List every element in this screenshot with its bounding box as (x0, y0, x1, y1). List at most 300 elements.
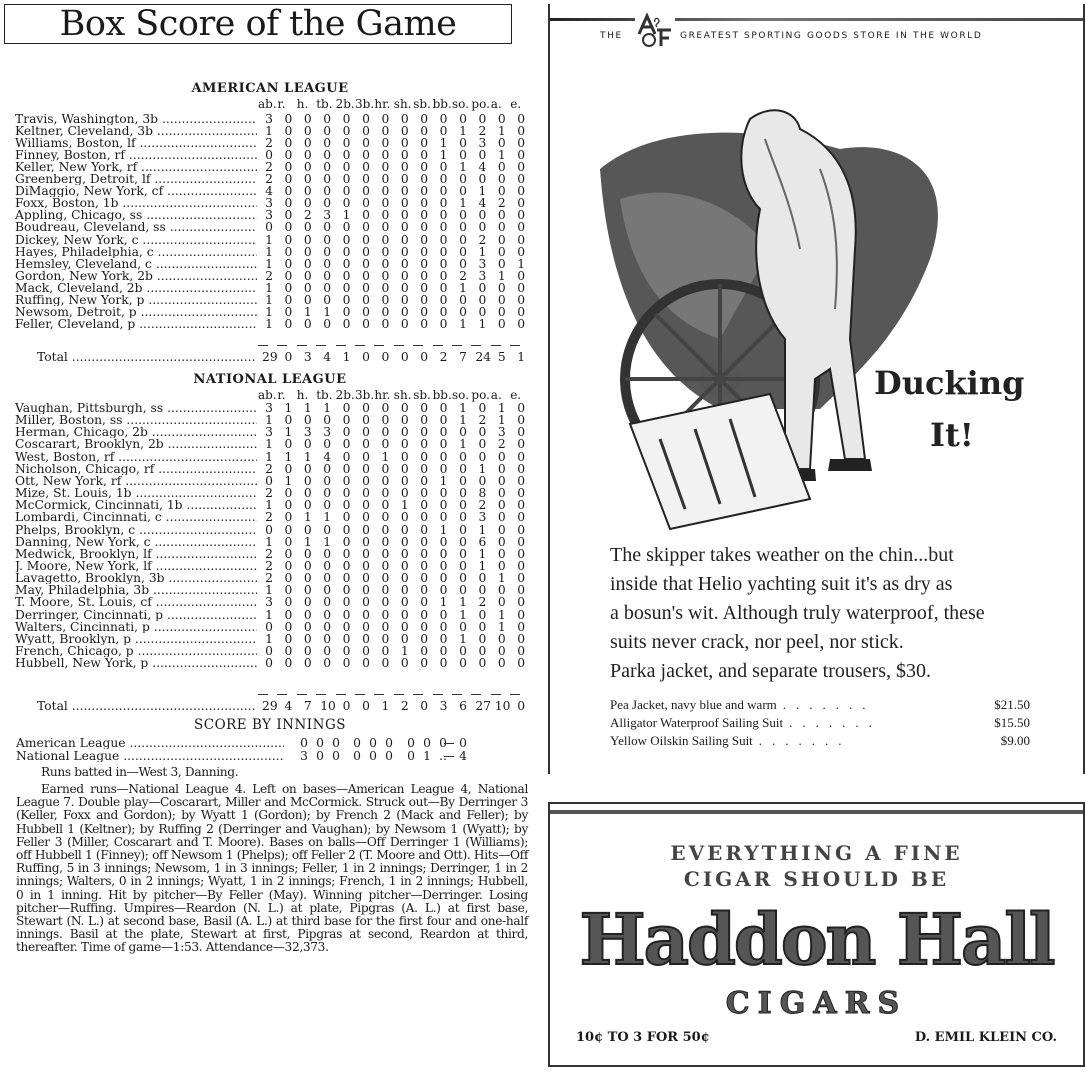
stat-2b: 0 (342, 268, 351, 283)
stat-bb: 0 (439, 160, 448, 175)
stat-e: 0 (517, 268, 526, 283)
stat-2b: 0 (342, 160, 351, 175)
total-label: Total ..... (37, 700, 255, 712)
stat-r: 0 (284, 498, 293, 513)
stat-r: 0 (284, 510, 293, 525)
stat-r: 0 (284, 304, 293, 319)
stat-tb: 0 (323, 244, 332, 259)
stat-ab: 1 (265, 244, 273, 259)
stat-r: 0 (284, 124, 293, 139)
total-rule (316, 694, 326, 696)
stat-sb: 0 (420, 112, 429, 126)
stat-e: 0 (517, 571, 526, 586)
stat-tb: 0 (323, 583, 332, 598)
total-rule (374, 345, 384, 347)
stat-e: 0 (517, 595, 526, 610)
stat-e: 0 (517, 522, 526, 537)
stat-a: 0 (497, 486, 506, 501)
stat-so: 1 (459, 437, 467, 452)
stat-so: 0 (459, 534, 467, 549)
stat-2b: 0 (342, 522, 351, 537)
stat-tb: 4 (323, 350, 332, 364)
stat-a: 0 (497, 522, 506, 537)
total-rule (471, 694, 481, 696)
stat-po: 0 (478, 437, 487, 452)
stat-tb: 0 (323, 184, 332, 199)
stat-a: 0 (497, 510, 506, 525)
inning-score: 3 (300, 749, 308, 763)
player-name: Greenberg, Detroit, lf ..... (15, 173, 257, 185)
stat-a: 0 (497, 184, 506, 199)
stat-ab: 1 (265, 316, 273, 331)
stat-r: 0 (284, 631, 293, 646)
stat-sh: 0 (400, 571, 409, 586)
stat-a: 1 (497, 268, 506, 283)
stat-po: 1 (478, 316, 487, 331)
american-column-headers (0, 97, 540, 110)
stat-e: 0 (517, 699, 526, 713)
price-list (610, 696, 1030, 750)
stat-tb: 0 (323, 256, 332, 271)
stat-2b: 0 (342, 256, 351, 271)
stat-2b: 0 (342, 558, 351, 573)
national-column-headers (0, 388, 540, 401)
stat-ab: 29 (262, 699, 278, 713)
stat-a: 0 (497, 292, 506, 307)
stat-so: 0 (459, 486, 467, 501)
stat-bb: 1 (439, 522, 448, 537)
stat-so: 1 (459, 124, 467, 139)
stat-ab: 1 (265, 583, 273, 598)
stat-tb: 0 (323, 316, 332, 331)
stat-bb: 0 (439, 486, 448, 501)
stat-3b: 0 (362, 160, 370, 175)
column-header: 2b. (335, 97, 355, 111)
stat-sh: 0 (400, 184, 409, 199)
stat-3b: 0 (362, 350, 370, 364)
stat-h: 0 (303, 571, 312, 586)
stat-sb: 0 (420, 558, 429, 573)
stat-sh: 0 (400, 136, 409, 151)
stat-ab: 1 (265, 292, 273, 307)
stat-2b: 0 (342, 534, 351, 549)
stat-3b: 0 (362, 498, 370, 513)
stat-3b: 0 (362, 184, 370, 199)
stat-hr: 0 (381, 437, 390, 452)
stat-a: 1 (497, 571, 506, 586)
total-rule (336, 345, 346, 347)
stat-sh: 0 (400, 316, 409, 331)
stat-3b: 0 (362, 220, 370, 235)
stat-tb: 0 (323, 486, 332, 501)
stat-ab: 1 (265, 631, 273, 646)
stat-3b: 0 (362, 486, 370, 501)
stat-sh: 0 (400, 172, 409, 187)
stat-2b: 0 (342, 699, 351, 713)
stat-ab: 0 (265, 473, 273, 488)
stat-so: 0 (459, 172, 467, 187)
stat-po: 0 (478, 449, 487, 464)
stat-a: 0 (497, 256, 506, 271)
stat-sb: 0 (420, 607, 429, 622)
inning-score: 0 (407, 736, 415, 750)
stat-so: 2 (459, 268, 467, 283)
stat-tb: 0 (323, 124, 332, 139)
stat-ab: 2 (265, 461, 273, 476)
stat-2b: 0 (342, 280, 351, 295)
stat-po: 3 (478, 136, 487, 151)
american-league-heading: AMERICAN LEAGUE (191, 81, 349, 96)
stat-3b: 0 (362, 112, 370, 126)
stat-2b: 0 (342, 316, 351, 331)
stat-bb: 0 (439, 401, 448, 415)
stat-3b: 0 (362, 292, 370, 307)
stat-tb: 0 (323, 232, 332, 247)
stat-sh: 0 (400, 112, 409, 126)
stat-hr: 0 (381, 184, 390, 199)
stat-sb: 0 (420, 256, 429, 271)
stat-sb: 0 (420, 473, 429, 488)
stat-sb: 0 (420, 280, 429, 295)
stat-hr: 0 (381, 292, 390, 307)
stat-a: 1 (497, 607, 506, 622)
stat-sh: 0 (400, 558, 409, 573)
stat-e: 0 (517, 437, 526, 452)
stat-so: 0 (459, 583, 467, 598)
stat-sb: 0 (420, 160, 429, 175)
stat-a: 0 (497, 304, 506, 319)
stat-r: 0 (284, 292, 293, 307)
stat-sb: 0 (420, 546, 429, 561)
stat-po: 0 (478, 571, 487, 586)
stat-3b: 0 (362, 558, 370, 573)
stat-bb: 0 (439, 268, 448, 283)
stat-r: 1 (284, 425, 293, 440)
stat-so: 0 (459, 256, 467, 271)
item-name: Pea Jacket, navy blue and warm (610, 697, 777, 712)
stat-r: 0 (284, 232, 293, 247)
stat-hr: 0 (381, 595, 390, 610)
stat-bb: 0 (439, 316, 448, 331)
stat-sh: 0 (400, 256, 409, 271)
player-name: Newsom, Detroit, p ..... (15, 306, 257, 318)
stat-e: 0 (517, 631, 526, 646)
stat-sh: 0 (400, 148, 409, 163)
stat-tb: 0 (323, 546, 332, 561)
total-rule (336, 694, 346, 696)
stat-h: 0 (303, 595, 312, 610)
stat-tb: 1 (323, 304, 332, 319)
stat-sh: 0 (400, 619, 409, 634)
stat-h: 0 (303, 244, 312, 259)
stat-po: 1 (478, 461, 487, 476)
stat-a: 10 (494, 699, 511, 713)
stat-ab: 3 (265, 425, 273, 440)
stat-2b: 0 (342, 437, 351, 452)
player-name: Ruffing, New York, p ..... (15, 294, 257, 306)
total-rule (258, 345, 268, 347)
stat-bb: 0 (439, 631, 448, 646)
player-name: Feller, Cleveland, p ..... (15, 318, 257, 330)
column-header: hr. (374, 388, 391, 402)
stat-bb: 0 (439, 510, 448, 525)
stat-sh: 0 (400, 220, 409, 235)
player-name: French, Chicago, p ..... (15, 645, 257, 657)
cigar-company: D. EMIL KLEIN CO. (914, 1030, 1057, 1045)
player-name: Medwick, Brooklyn, lf ..... (15, 548, 257, 560)
stat-so: 0 (459, 571, 467, 586)
stat-e: 0 (517, 473, 526, 488)
stat-2b: 0 (342, 546, 351, 561)
player-name: Coscarart, Brooklyn, 2b ..... (15, 438, 257, 450)
stat-so: 7 (459, 350, 467, 364)
player-name: Nicholson, Chicago, rf ..... (15, 463, 257, 475)
stat-sh: 0 (400, 208, 409, 223)
total-rule (355, 694, 365, 696)
inning-score: 0 (423, 736, 431, 750)
stat-a: 0 (497, 631, 506, 646)
stat-2b: 0 (342, 401, 351, 415)
stat-a: 0 (497, 449, 506, 464)
stat-3b: 0 (362, 244, 370, 259)
stat-sh: 0 (400, 534, 409, 549)
stat-3b: 0 (362, 656, 370, 671)
stat-h: 0 (303, 172, 312, 187)
stat-sh: 0 (400, 268, 409, 283)
item-price: $15.50 (994, 715, 1030, 730)
item-name: Alligator Waterproof Sailing Suit (610, 715, 784, 730)
item-price: $9.00 (1000, 733, 1030, 748)
stat-so: 0 (459, 473, 467, 488)
stat-r: 0 (284, 172, 293, 187)
stat-r: 0 (284, 184, 293, 199)
stat-h: 0 (303, 644, 312, 658)
stat-bb: 0 (439, 124, 448, 139)
stat-h: 0 (303, 316, 312, 331)
column-header: ab. (258, 388, 277, 402)
stat-h: 1 (303, 304, 312, 319)
stat-2b: 0 (342, 571, 351, 586)
headline-ducking: Ducking (874, 364, 1025, 402)
player-name: Danning, New York, c ..... (15, 536, 257, 548)
stat-h: 0 (303, 220, 312, 235)
stat-tb: 0 (323, 522, 332, 537)
stat-tb: 0 (323, 112, 332, 126)
stat-hr: 0 (381, 268, 390, 283)
stat-2b: 0 (342, 461, 351, 476)
item-price: $21.50 (994, 697, 1030, 712)
final-score: 4 (459, 749, 467, 763)
stat-r: 0 (284, 280, 293, 295)
stat-sh: 0 (400, 473, 409, 488)
column-header: po. (471, 97, 490, 111)
player-name: Keller, New York, rf ..... (15, 161, 257, 173)
stat-so: 0 (459, 112, 467, 126)
stat-e: 0 (517, 160, 526, 175)
total-rule (452, 694, 462, 696)
stat-so: 0 (459, 449, 467, 464)
stat-bb: 0 (439, 280, 448, 295)
stat-sb: 0 (420, 292, 429, 307)
stat-3b: 0 (362, 316, 370, 331)
total-rule (277, 694, 287, 696)
stat-e: 0 (517, 148, 526, 163)
player-name: J. Moore, New York, lf ..... (15, 560, 257, 572)
stat-so: 0 (459, 136, 467, 151)
stat-ab: 0 (265, 522, 273, 537)
stat-po: 2 (478, 595, 487, 610)
stat-3b: 0 (362, 196, 370, 211)
stat-so: 1 (459, 160, 467, 175)
stat-hr: 0 (381, 583, 390, 598)
stat-sb: 0 (420, 619, 429, 634)
stat-a: 1 (497, 148, 506, 163)
stat-po: 0 (478, 656, 487, 671)
stat-sh: 0 (400, 350, 409, 364)
stat-tb: 0 (323, 644, 332, 658)
stat-bb: 0 (439, 232, 448, 247)
stat-2b: 1 (342, 350, 351, 364)
stat-sh: 0 (400, 449, 409, 464)
stat-hr: 0 (381, 148, 390, 163)
page-title: Box Score of the Game (4, 4, 512, 44)
stat-2b: 0 (342, 184, 351, 199)
stat-2b: 0 (342, 136, 351, 151)
stat-bb: 0 (439, 244, 448, 259)
stat-e: 0 (517, 244, 526, 259)
stat-so: 0 (459, 510, 467, 525)
stat-so: 0 (459, 558, 467, 573)
stat-ab: 2 (265, 558, 273, 573)
stat-po: 1 (478, 558, 487, 573)
stat-so: 0 (459, 498, 467, 513)
stat-3b: 0 (362, 595, 370, 610)
stat-sb: 0 (420, 461, 429, 476)
stat-po: 2 (478, 232, 487, 247)
stat-sh: 0 (400, 656, 409, 671)
stat-2b: 0 (342, 413, 351, 428)
stat-po: 3 (478, 510, 487, 525)
ad-copy-line: inside that Helio yachting suit it's as dry as (610, 573, 953, 595)
stat-hr: 0 (381, 220, 390, 235)
stat-3b: 0 (362, 619, 370, 634)
stat-bb: 0 (439, 112, 448, 126)
stat-hr: 0 (381, 112, 390, 126)
stat-r: 0 (284, 558, 293, 573)
player-name: Appling, Chicago, ss ..... (15, 209, 257, 221)
stat-hr: 0 (381, 304, 390, 319)
total-rule (491, 345, 501, 347)
stat-sh: 0 (400, 124, 409, 139)
stat-3b: 0 (362, 232, 370, 247)
stat-bb: 0 (439, 546, 448, 561)
player-name: Vaughan, Pittsburgh, ss ..... (15, 402, 257, 414)
stat-bb: 0 (439, 184, 448, 199)
stat-ab: 3 (265, 401, 273, 415)
player-name: Lombardi, Cincinnati, c ..... (15, 511, 257, 523)
player-name: Lavagetto, Brooklyn, 3b ..... (15, 572, 257, 584)
stat-2b: 0 (342, 124, 351, 139)
stat-r: 0 (284, 437, 293, 452)
total-rule (316, 345, 326, 347)
stat-bb: 0 (439, 413, 448, 428)
stat-a: 2 (497, 437, 506, 452)
stat-ab: 2 (265, 172, 273, 187)
stat-tb: 3 (323, 208, 332, 223)
total-rule (413, 694, 423, 696)
ad-tagline: GREATEST SPORTING GOODS STORE IN THE WORLD (680, 31, 983, 41)
stat-2b: 0 (342, 510, 351, 525)
stat-h: 0 (303, 196, 312, 211)
stat-ab: 1 (265, 437, 273, 452)
stat-hr: 0 (381, 656, 390, 671)
stat-3b: 0 (362, 148, 370, 163)
stat-ab: 1 (265, 534, 273, 549)
stat-3b: 0 (362, 631, 370, 646)
column-header: po. (471, 388, 490, 402)
stat-hr: 0 (381, 124, 390, 139)
stat-a: 0 (497, 160, 506, 175)
inning-score: .. (439, 749, 447, 763)
ad-copy-line: a bosun's wit. Although truly waterproof, these (610, 602, 985, 624)
stat-3b: 0 (362, 473, 370, 488)
stat-e: 0 (517, 196, 526, 211)
stat-bb: 0 (439, 644, 448, 658)
total-label: Total ..... (37, 351, 255, 363)
stat-tb: 0 (323, 498, 332, 513)
stat-hr: 0 (381, 160, 390, 175)
stat-e: 0 (517, 558, 526, 573)
stat-a: 0 (497, 461, 506, 476)
cigar-slogan-2: CIGAR SHOULD BE (683, 867, 950, 891)
stat-sb: 0 (420, 486, 429, 501)
stat-e: 0 (517, 172, 526, 187)
stat-e: 0 (517, 208, 526, 223)
column-header: h. (296, 388, 309, 402)
stat-ab: 1 (265, 124, 273, 139)
player-name: Hubbell, New York, p ..... (15, 657, 257, 669)
stat-h: 0 (303, 184, 312, 199)
stat-ab: 1 (265, 607, 273, 622)
stat-2b: 0 (342, 292, 351, 307)
stat-a: 0 (497, 220, 506, 235)
stat-bb: 0 (439, 534, 448, 549)
stat-sb: 0 (420, 498, 429, 513)
stat-3b: 0 (362, 437, 370, 452)
stat-2b: 0 (342, 449, 351, 464)
stat-ab: 1 (265, 232, 273, 247)
inning-score: 1 (423, 749, 431, 763)
stat-h: 0 (303, 160, 312, 175)
stat-so: 0 (459, 644, 467, 658)
stat-bb: 1 (439, 148, 448, 163)
stat-2b: 0 (342, 425, 351, 440)
stat-sb: 0 (420, 583, 429, 598)
stat-a: 0 (497, 583, 506, 598)
stat-sh: 0 (400, 461, 409, 476)
stat-2b: 0 (342, 244, 351, 259)
stat-a: 0 (497, 473, 506, 488)
stat-sh: 0 (400, 437, 409, 452)
stat-2b: 0 (342, 172, 351, 187)
stat-sb: 0 (420, 656, 429, 671)
stat-3b: 0 (362, 208, 370, 223)
stat-2b: 0 (342, 304, 351, 319)
innings-heading: SCORE BY INNINGS (194, 717, 346, 733)
stat-h: 0 (303, 232, 312, 247)
player-name: Finney, Boston, rf ..... (15, 149, 257, 161)
stat-3b: 0 (362, 461, 370, 476)
